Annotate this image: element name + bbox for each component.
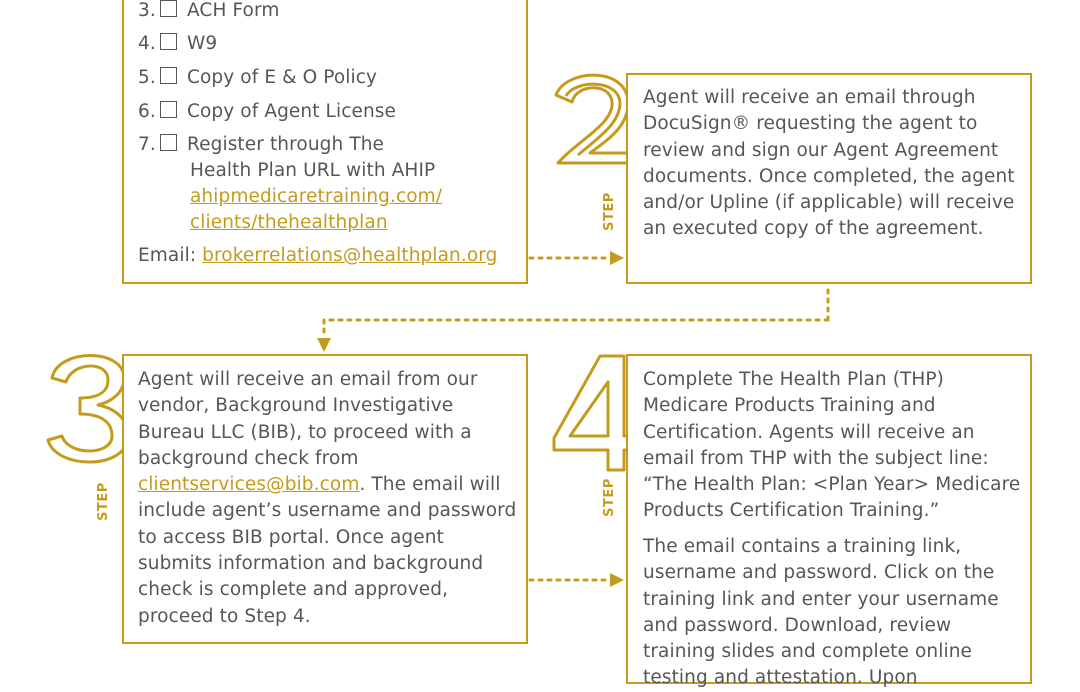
checklist-item-number: 4. xyxy=(138,33,156,54)
ahip-link-line2[interactable]: clients/thehealthplan xyxy=(190,212,388,233)
checklist-item xyxy=(138,132,384,158)
checklist-item-label: Copy of Agent License xyxy=(187,101,397,122)
bib-email-link[interactable]: clientservices@bib.com xyxy=(138,474,360,496)
step3-text-after: . The email will include agent’s username and password to access BIB portal. Once agent submits information and background check is complete and approved, proceed to Step 4. xyxy=(138,474,517,627)
ahip-link-line1[interactable]: ahipmedicaretraining.com/ xyxy=(190,186,443,207)
checkbox[interactable] xyxy=(160,33,177,50)
checklist-item xyxy=(138,0,279,24)
connector-step2-to-step3-arrowhead xyxy=(317,338,331,352)
checklist-item7-line2: Health Plan URL with AHIP xyxy=(190,160,436,181)
checklist-item xyxy=(138,65,377,91)
checkbox[interactable] xyxy=(160,134,177,151)
checklist-item-number: 3. xyxy=(138,0,156,21)
connector-step2-to-step3 xyxy=(324,290,828,338)
step2-label: STEP xyxy=(601,192,617,231)
email-label: Email: xyxy=(138,245,203,266)
checklist-item-label: ACH Form xyxy=(187,0,280,21)
checklist-item-label: W9 xyxy=(187,33,218,54)
broker-email-link[interactable]: brokerrelations@healthplan.org xyxy=(202,245,498,266)
checklist-item xyxy=(138,31,217,57)
broker-email-line xyxy=(138,243,497,269)
checklist-item-label: Copy of E & O Policy xyxy=(187,67,378,88)
checkbox[interactable] xyxy=(160,0,177,17)
connector-step3-to-step4 xyxy=(530,573,624,587)
step3-text-before: Agent will receive an email from our vendor, Background Investigative Bureau LLC (BIB), to proceed with a background check from xyxy=(138,369,478,469)
connector-step1-to-step2 xyxy=(530,251,624,265)
checklist-item-number: 6. xyxy=(138,101,156,122)
step4-label: STEP xyxy=(601,478,617,517)
step3-text xyxy=(138,367,520,630)
step3-numeral xyxy=(48,356,128,463)
checklist-item-number: 5. xyxy=(138,67,156,88)
checkbox[interactable] xyxy=(160,101,177,118)
step4-paragraph-2: The email contains a training link, username and password. Click on the training link and enter your username and password. Download, review training slides and complete online testing and attestation. Upon xyxy=(643,536,999,689)
step4-paragraph-1: Complete The Health Plan (THP) Medicare Products Training and Certification. Agents will receive an email from THP with the subject line: “The Health Plan: <Plan Year> Medicare Products Certification Training.” xyxy=(643,369,1021,522)
checkbox[interactable] xyxy=(160,67,177,84)
checklist-item-number: 7. xyxy=(138,134,156,155)
checklist-item-label: Register through The xyxy=(187,134,385,155)
step2-text: Agent will receive an email through DocuSign® requesting the agent to review and sign our Agent Agreement documents. Once completed, the agent and/or Upline (if applicable) will receive an executed copy of the agreement. xyxy=(643,87,1015,240)
checklist-item xyxy=(138,99,396,125)
step3-label: STEP xyxy=(95,482,111,521)
